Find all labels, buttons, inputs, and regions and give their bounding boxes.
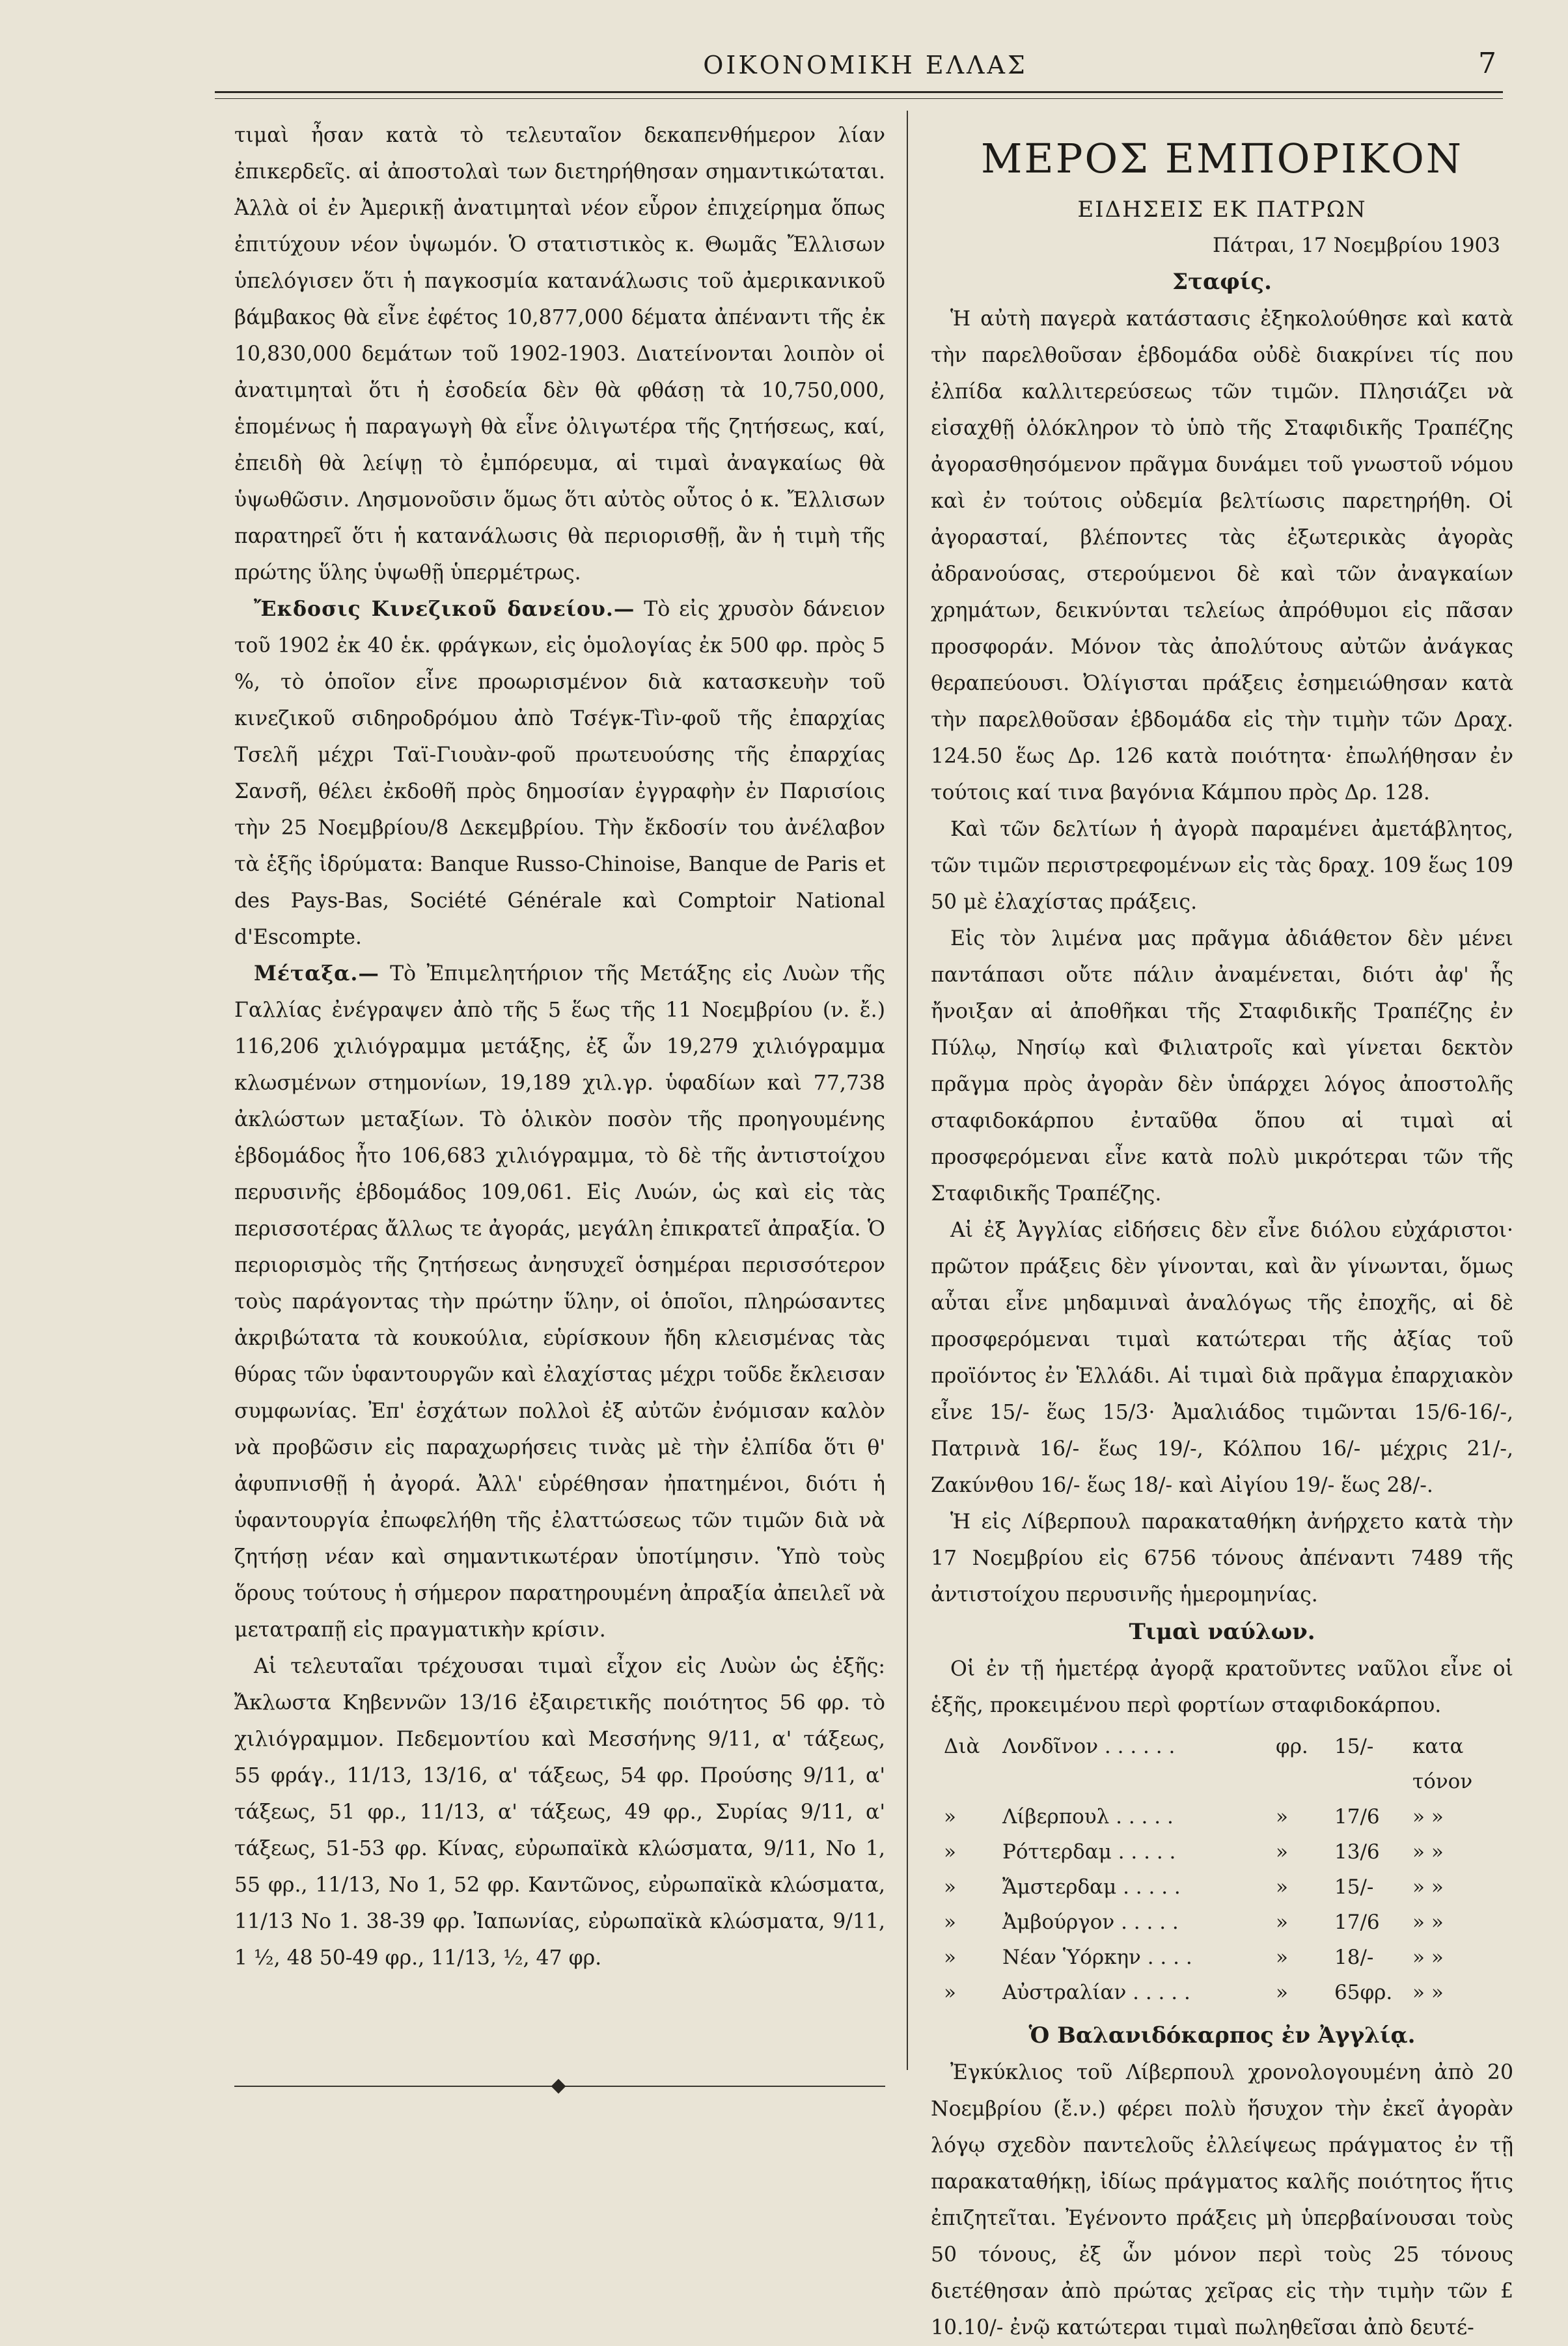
rate-price: 15/-: [1334, 1735, 1374, 1758]
rate-price: 18/-: [1334, 1946, 1374, 1969]
rate-port: Ρόττερδαμ . . . . .: [1002, 1840, 1176, 1864]
rate-price: 15/-: [1334, 1875, 1374, 1899]
rate-suffix: » »: [1412, 1981, 1444, 2004]
chinese-loan-text: Τὸ εἰς χρυσὸν δάνειον τοῦ 1902 ἐκ 40 ἑκ. φράγκων, εἰς ὁμολογίας ἐκ 500 φρ. πρὸς 5 %, τὸ ὁποῖον εἶνε προωρισμένον διὰ κατασκευὴν τοῦ κινεζικοῦ σιδηροδρόμου ἀπὸ Τσέγκ-Τὶν-φοῦ τῆς ἐπαρχίας Τσελῆ μέχρι Ταϊ-Γιουὰν-φοῦ πρωτευούσης τῆς ἐπαρχίας Σανσῆ, θέλει ἐκδοθῆ πρὸς δημοσίαν ἐγγραφὴν ἐν Παρισίοις τὴν 25 Νοεμβρίου/8 Δεκεμβρίου. Τὴν ἔκδοσίν του ἀνέλαβον τὰ ἑξῆς ἱδρύματα: Banque Russo-Chinoise, Banque de Paris et des Pays-Bas, Société Générale καὶ Comptoir National d'Escompte.: [234, 598, 885, 949]
lyon-prices-paragraph: Αἱ τελευταῖαι τρέχουσαι τιμαὶ εἶχον εἰς Λυὼν ὡς ἑξῆς: Ἄκλωστα Κηβεννῶν 13/16 ἐξαιρετικῆς ποιότητος 56 φρ. τὸ χιλιόγραμμον. Πεδεμοντίου καὶ Μεσσήνης 9/11, α' τάξεως, 55 φράγ., 11/13, 13/16, α' τάξεως, 54 φρ. Προύσης 9/11, α' τάξεως, 51 φρ., 11/13, α' τάξεως, 49 φρ., Συρίας 9/11, α' τάξεως, 51-53 φρ. Κίνας, εὐρωπαϊκὰ κλώσματα, 9/11, Νο 1, 55 φρ., 11/13, Νο 1, 52 φρ. Καντῶνος, εὐρωπαϊκὰ κλώσματα, 11/13 Νο 1. 38-39 φρ. Ἰαπωνίας, εὐρωπαϊκὰ κλώσματα, 9/11, 1 ½, 48 50-49 φρ., 11/13, ½, 47 φρ.: [234, 1655, 885, 1970]
rate-currency: φρ.: [1276, 1735, 1308, 1758]
running-head: [234, 47, 1496, 90]
rate-prefix: »: [944, 1981, 956, 2004]
rate-prefix: »: [944, 1805, 956, 1828]
diamond-ornament-icon: [551, 2079, 566, 2094]
running-title: ΟΙΚΟΝΟΜΙΚΗ ΕΛΛΑΣ: [703, 51, 1028, 79]
raisin-paragraph-4: Αἱ ἐξ Ἀγγλίας εἰδήσεις δὲν εἶνε διόλου εὐχάριστοι· πρῶτον πράξεις δὲν γίνονται, καὶ ἂν γίνωνται, ὅμως αὗται εἶνε μηδαμιναὶ ἀναλόγως τῆς ἐποχῆς, αἱ δὲ προσφερόμεναι τιμαὶ κατώτεραι τῆς ἀξίας τοῦ προϊόντος ἐν Ἑλλάδι. Αἱ τιμαὶ διὰ πρᾶγμα ἐπαρχιακὸν εἶνε 15/- ἕως 15/3· Ἀμαλιάδος τιμῶνται 15/6-16/-, Πατρινὰ 16/- ἕως 19/-, Κόλπου 16/- μέχρις 21/-, Ζακύνθου 16/- ἕως 18/- καὶ Αἰγίου 19/- ἕως 28/-.: [931, 1219, 1513, 1497]
silk-paragraph: [234, 956, 885, 1648]
rate-currency: »: [1276, 1840, 1288, 1864]
rate-prefix: »: [944, 1840, 956, 1864]
valonia-heading: Ὁ Βαλανιδόκαρπος ἐν Ἀγγλίᾳ.: [1028, 2022, 1416, 2049]
rate-suffix: » »: [1412, 1805, 1444, 1828]
rate-suffix: κατα τόνον: [1412, 1735, 1473, 1793]
rate-suffix: » »: [1412, 1911, 1444, 1934]
chinese-loan-paragraph: [234, 591, 885, 956]
rate-price: 17/6: [1334, 1911, 1380, 1934]
patras-news-heading: ΕΙΔΗΣΕΙΣ ΕΚ ΠΑΤΡΩΝ: [1077, 197, 1367, 223]
freight-heading: Τιμαὶ ναύλων.: [1129, 1619, 1315, 1645]
right-column: [931, 117, 1513, 2339]
rate-port: Λονδῖνον . . . . . .: [1002, 1735, 1176, 1758]
rate-currency: »: [1276, 1946, 1288, 1969]
rate-prefix: »: [944, 1946, 956, 1969]
freight-rate-row: [931, 1975, 1513, 2010]
raisin-paragraph-2: Καὶ τῶν δελτίων ἡ ἀγορὰ παραμένει ἀμετάβλητος, τῶν τιμῶν περιστρεφομένων εἰς τὰς δραχ. 109 ἕως 109 50 μὲ ἐλαχίστας πράξεις.: [931, 818, 1513, 914]
rate-currency: »: [1276, 1875, 1288, 1899]
rate-currency: »: [1276, 1805, 1288, 1828]
freight-rate-row: [931, 1870, 1513, 1905]
rate-port: Αὐστραλίαν . . . . .: [1002, 1981, 1190, 2004]
raisin-paragraph-3: Εἰς τὸν λιμένα μας πρᾶγμα ἀδιάθετον δὲν μένει παντάπασι οὔτε πάλιν ἀναμένεται, διότι ἀφ' ἧς ἤνοιξαν αἱ ἀποθῆκαι τῆς Σταφιδικῆς Τραπέζης ἐν Πύλῳ, Νησίῳ καὶ Φιλιατροῖς καὶ γίνεται δεκτὸν πρᾶγμα πρὸς ἀγορὰν δὲν ὑπάρχει λόγος ἀποστολῆς σταφιδοκάρπου ἐνταῦθα ὅπου αἱ τιμαὶ αἱ προσφερόμεναι εἶνε κατὰ πολὺ μικρότεραι τῶν τῆς Σταφιδικῆς Τραπέζης.: [931, 927, 1513, 1206]
dateline: Πάτραι, 17 Νοεμβρίου 1903: [1213, 234, 1500, 257]
rate-currency: »: [1276, 1981, 1288, 2004]
freight-intro: Οἱ ἐν τῇ ἡμετέρᾳ ἀγορᾷ κρατοῦντες ναῦλοι εἶνε οἱ ἑξῆς, προκειμένου περὶ φορτίων σταφιδοκάρπου.: [931, 1657, 1513, 1717]
rate-suffix: » »: [1412, 1840, 1444, 1864]
freight-rate-row: [931, 1834, 1513, 1870]
freight-rate-row: [931, 1799, 1513, 1834]
rate-price: 13/6: [1334, 1840, 1380, 1864]
silk-text: Τὸ Ἐπιμελητήριον τῆς Μετάξης εἰς Λυὼν τῆς Γαλλίας ἐνέγραψεν ἀπὸ τῆς 5 ἕως τῆς 11 Νοεμβρίου (ν. ἔ.) 116,206 χιλιόγραμμα μετάξης, ἐξ ὧν 19,279 χιλιόγραμμα κλωσμένων στημονίων, 19,189 χιλ.γρ. ὑφαδίων καὶ 77,738 ἀκλώστων μεταξίων. Τὸ ὁλικὸν ποσὸν τῆς προηγουμένης ἑβδομάδος ἦτο 106,683 χιλιόγραμμα, τὸ δὲ τῆς ἀντιστοίχου περυσινῆς ἑβδομάδος 109,061. Εἰς Λυών, ὡς καὶ εἰς τὰς περισσοτέρας ἄλλως τε ἀγοράς, μεγάλη ἐπικρατεῖ ἀπραξία. Ὁ περιορισμὸς τῆς ζητήσεως ἀνησυχεῖ ὁσημέραι περισσότερον τοὺς παράγοντας τὴν πρώτην ὕλην, οἱ ὁποῖοι, πληρώσαντες ἀκριβώτατα τὰ κουκούλια, εὑρίσκουν ἤδη κλεισμένας τὰς θύρας τῶν ὑφαντουργῶν καὶ ἐλαχίστας μέχρι τοῦδε ἔκλεισαν συμφωνίας. Ἐπ' ἐσχάτων πολλοὶ ἐξ αὐτῶν ἐνόμισαν καλὸν νὰ προβῶσιν εἰς παραχωρήσεις τινὰς μὲ τὴν ἐλπίδα ὅτι θ' ἀφυπνισθῇ ἡ ἀγορά. Ἀλλ' εὑρέθησαν ἠπατημένοι, διότι ἡ ὑφαντουργία ἐπωφελήθη τῆς ἐλαττώσεως τῶν τιμῶν διὰ νὰ ζητήσῃ νέαν καὶ σημαντικωτέραν ὑποτίμησιν. Ὑπὸ τοὺς ὅρους τούτους ἡ σήμερον παρατηρουμένη ἀπραξία ἀπειλεῖ νὰ μετατραπῇ εἰς πραγματικὴν κρίσιν.: [234, 962, 885, 1642]
freight-rate-row: [931, 1905, 1513, 1940]
rate-port: Λίβερπουλ . . . . .: [1002, 1805, 1174, 1828]
rate-prefix: »: [944, 1911, 956, 1934]
freight-rate-row: [931, 1729, 1513, 1799]
end-ornament: [234, 2080, 885, 2093]
silk-heading: Μέταξα.—: [254, 961, 379, 986]
page-number: 7: [1478, 47, 1496, 80]
section-title: ΜΕΡΟΣ ΕΜΠΟΡΙΚΟΝ: [980, 135, 1464, 182]
rate-price: 65φρ.: [1334, 1981, 1393, 2004]
left-column: [234, 117, 885, 2070]
rate-suffix: » »: [1412, 1946, 1444, 1969]
rate-currency: »: [1276, 1911, 1288, 1934]
cotton-paragraph: τιμαὶ ἦσαν κατὰ τὸ τελευταῖον δεκαπενθήμερον λίαν ἐπικερδεῖς. αἱ ἀποστολαὶ των διετηρήθησαν σημαντικώταται. Ἀλλὰ οἱ ἐν Ἀμερικῇ ἀνατιμηταὶ νέον εὗρον ἐπιχείρημα ὅπως ἐπιτύχουν νέον ὑψωμόν. Ὁ στατιστικὸς κ. Θωμᾶς Ἔλλισων ὑπελόγισεν ὅτι ἡ παγκοσμία κατανάλωσις τοῦ ἀμερικανικοῦ βάμβακος θὰ εἶνε ἐφέτος 10,877,000 δέματα ἀπέναντι τῆς ἐκ 10,830,000 δεμάτων τοῦ 1902-1903. Διατείνονται λοιπὸν οἱ ἀνατιμηταὶ ὅτι ἡ ἐσοδεία δὲν θὰ φθάσῃ τὰ 10,750,000, ἑπομένως ἡ παραγωγὴ θὰ εἶνε ὀλιγωτέρα τῆς ζητήσεως, καί, ἐπειδὴ θὰ λείψῃ τὸ ἐμπόρευμα, αἱ τιμαὶ ἀναγκαίως θὰ ὑψωθῶσιν. Λησμονοῦσιν ὅμως ὅτι αὐτὸς οὗτος ὁ κ. Ἔλλισων παρατηρεῖ ὅτι ἡ κατανάλωσις θὰ περιορισθῇ, ἂν ἡ τιμὴ τῆς πρώτης ὕλης ὑψωθῇ ὑπερμέτρως.: [234, 124, 885, 585]
chinese-loan-heading: Ἔκδοσις Κινεζικοῦ δανείου.—: [254, 597, 635, 621]
column-divider: [907, 111, 908, 2070]
raisin-paragraph-5: Ἡ εἰς Λίβερπουλ παρακαταθήκη ἀνήρχετο κατὰ τὴν 17 Νοεμβρίου εἰς 6756 τόνους ἀπέναντι 7489 τῆς ἀντιστοίχου περυσινῆς ἡμερομηνίας.: [931, 1510, 1513, 1607]
rate-port: Ἀμβούργον . . . . .: [1002, 1911, 1179, 1934]
header-rule-thin: [215, 98, 1503, 99]
raisin-heading: Σταφίς.: [1172, 269, 1272, 295]
rate-prefix: »: [944, 1875, 956, 1899]
freight-rates-table: [931, 1729, 1513, 2010]
rate-suffix: » »: [1412, 1875, 1444, 1899]
freight-rate-row: [931, 1940, 1513, 1975]
rate-price: 17/6: [1334, 1805, 1380, 1828]
rate-port: Ἄμστερδαμ . . . . .: [1002, 1875, 1181, 1899]
raisin-paragraph-1: Ἡ αὐτὴ παγερὰ κατάστασις ἐξηκολούθησε καὶ κατὰ τὴν παρελθοῦσαν ἑβδομάδα οὐδὲ διακρίνει τίς που ἐλπίδα καλλιτερεύσεως τῶν τιμῶν. Πλησιάζει νὰ εἰσαχθῇ ὁλόκληρον τὸ ὑπὸ τῆς Σταφιδικῆς Τραπέζης ἀγορασθησόμενον πρᾶγμα δυνάμει τοῦ γνωστοῦ νόμου καὶ ἐν τούτοις οὐδεμία βελτίωσις παρετηρήθη. Οἱ ἀγορασταί, βλέποντες τὰς ἐξωτερικὰς ἀγορὰς ἀδρανούσας, στερούμενοι δὲ καὶ τῶν ἀναγκαίων χρημάτων, δεικνύνται τελείως ἀπρόθυμοι εἰς πᾶσαν προσφοράν. Μόνον τὰς ἀπολύτους αὐτῶν ἀνάγκας θεραπεύουσι. Ὀλίγισται πράξεις ἐσημειώθησαν κατὰ τὴν παρελθοῦσαν ἑβδομάδα εἰς τὴν τιμὴν τῶν Δραχ. 124.50 ἕως Δρ. 126 κατὰ ποιότητα· ἐπωλήθησαν ἐν τούτοις καί τινα βαγόνια Κάμπου πρὸς Δρ. 128.: [931, 307, 1513, 805]
header-rule-thick: [215, 91, 1503, 93]
rate-prefix: Διὰ: [944, 1735, 980, 1758]
valonia-paragraph: Ἐγκύκλιος τοῦ Λίβερπουλ χρονολογουμένη ἀπὸ 20 Νοεμβρίου (ἔ.ν.) φέρει πολὺ ἥσυχον τὴν ἐκεῖ ἀγορὰν λόγῳ σχεδὸν παντελοῦς ἐλλείψεως πράγματος ἐν τῇ παρακαταθήκῃ, ἰδίως πράγματος καλῆς ποιότητος ἥτις ἐπιζητεῖται. Ἐγένοντο πράξεις μὴ ὑπερβαίνουσαι τοὺς 50 τόνους, ἐξ ὧν μόνον περὶ τοὺς 25 τόνους διετέθησαν ἀπὸ πρώτας χεῖρας εἰς τὴν τιμὴν τῶν £ 10.10/- ἐνῷ κατώτεραι τιμαὶ πωληθεῖσαι ἀπὸ δευτέ-: [931, 2061, 1513, 2339]
rate-port: Νέαν Ὑόρκην . . . .: [1002, 1946, 1192, 1969]
